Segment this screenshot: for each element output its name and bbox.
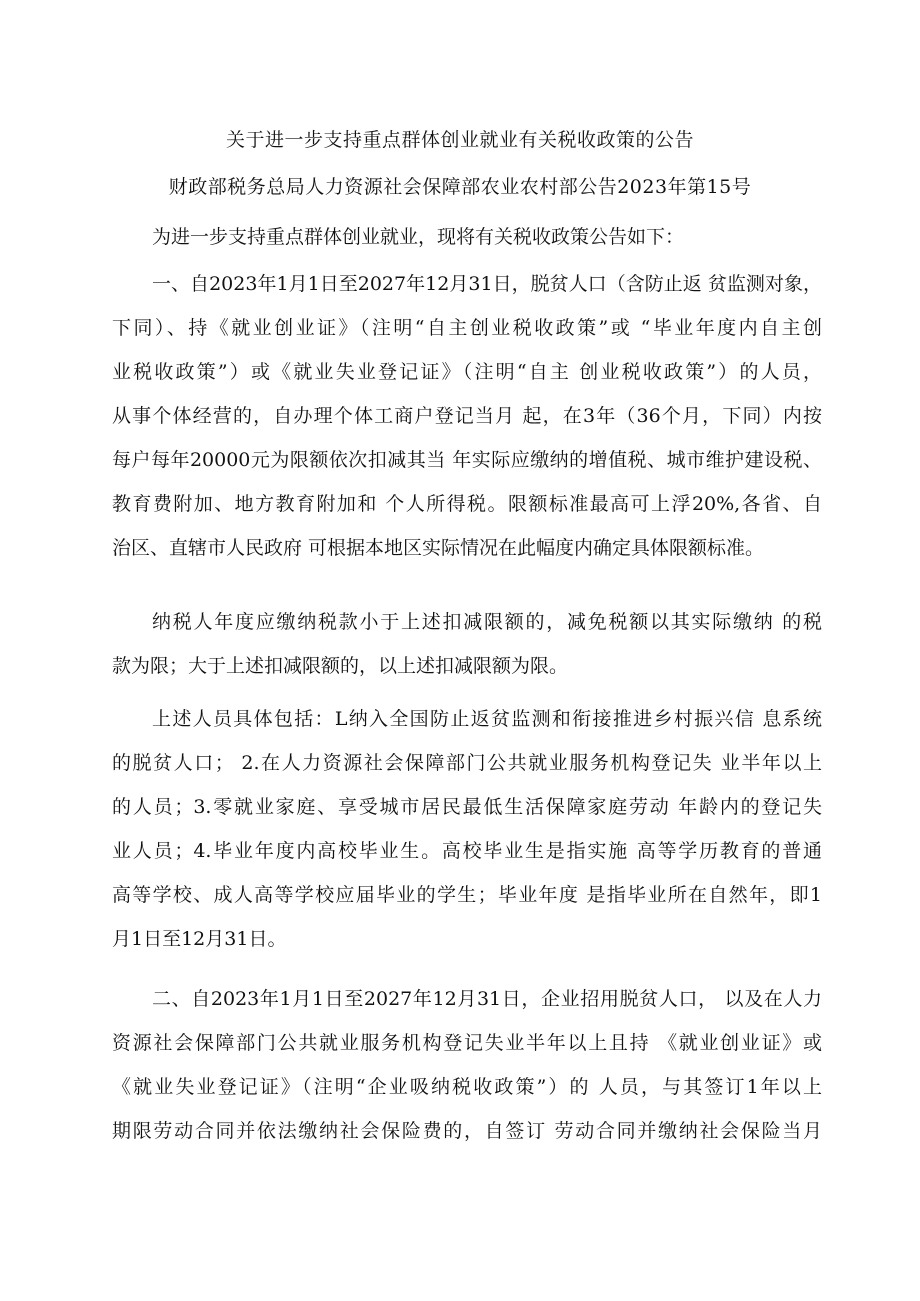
text-line: 资源社会保障部门公共就业服务机构登记失业半年以上且持 《就业创业证》或	[112, 1032, 822, 1054]
text-line: 纳税人年度应缴纳税款小于上述扣减限额的，减免税额以其实际缴纳 的税	[152, 611, 822, 633]
paragraph-deduction-limit	[112, 600, 822, 688]
document-title: 关于进一步支持重点群体创业就业有关税收政策的公告	[225, 129, 694, 151]
document-subtitle: 财政部税务总局人力资源社会保障部农业农村部公告2023年第15号	[168, 176, 752, 198]
text-line: 高等学校、成人高等学校应届毕业的学生；毕业年度 是指毕业所在自然年，即1	[112, 884, 822, 906]
paragraph-eligible-persons	[112, 697, 822, 961]
text-line: 一、自2023年1月1日至2027年12月31日，脱贫人口（含防止返 贫监测对象，	[152, 273, 822, 295]
text-line: 月1日至12月31日。	[112, 928, 287, 950]
text-line: 款为限；大于上述扣减限额的，以上述扣减限额为限。	[112, 655, 569, 677]
text-line: 业税收政策”）或《就业失业登记证》（注明“自主 创业税收政策”）的人员，	[112, 361, 822, 383]
text-line: 的人员；3.零就业家庭、享受城市居民最低生活保障家庭劳动 年龄内的登记失	[112, 796, 822, 818]
text-line: 《就业失业登记证》（注明“企业吸纳税收政策”）的 人员，与其签订1年以上	[112, 1076, 822, 1098]
text-line: 的脱贫人口； 2.在人力资源社会保障部门公共就业服务机构登记失 业半年以上	[112, 752, 822, 774]
text-line: 从事个体经营的，自办理个体工商户登记当月 起，在3年（36个月，下同）内按	[112, 405, 822, 427]
text-line: 上述人员具体包括：L纳入全国防止返贫监测和衔接推进乡村振兴信 息系统	[152, 708, 822, 730]
text-line: 下同）、持《就业创业证》（注明“自主创业税收政策”或 “毕业年度内自主创	[112, 317, 822, 339]
text-line: 治区、直辖市人民政府 可根据本地区实际情况在此幅度内确定具体限额标准。	[112, 537, 765, 559]
text-line: 每户每年20000元为限额依次扣减其当 年实际应缴纳的增值税、城市维护建设税、	[112, 449, 822, 471]
paragraph-article-1	[112, 262, 822, 570]
text-line: 业人员；4.毕业年度内高校毕业生。高校毕业生是指实施 高等学历教育的普通	[112, 840, 822, 862]
text-line: 教育费附加、地方教育附加和 个人所得税。限额标准最高可上浮20%,各省、自	[112, 493, 822, 515]
text-line: 期限劳动合同并依法缴纳社会保险费的，自签订 劳动合同并缴纳社会保险当月	[112, 1120, 822, 1142]
text-line: 二、自2023年1月1日至2027年12月31日，企业招用脱贫人口， 以及在人力	[152, 988, 822, 1010]
paragraph-article-2	[112, 977, 822, 1153]
intro-paragraph: 为进一步支持重点群体创业就业，现将有关税收政策公告如下：	[152, 226, 685, 248]
